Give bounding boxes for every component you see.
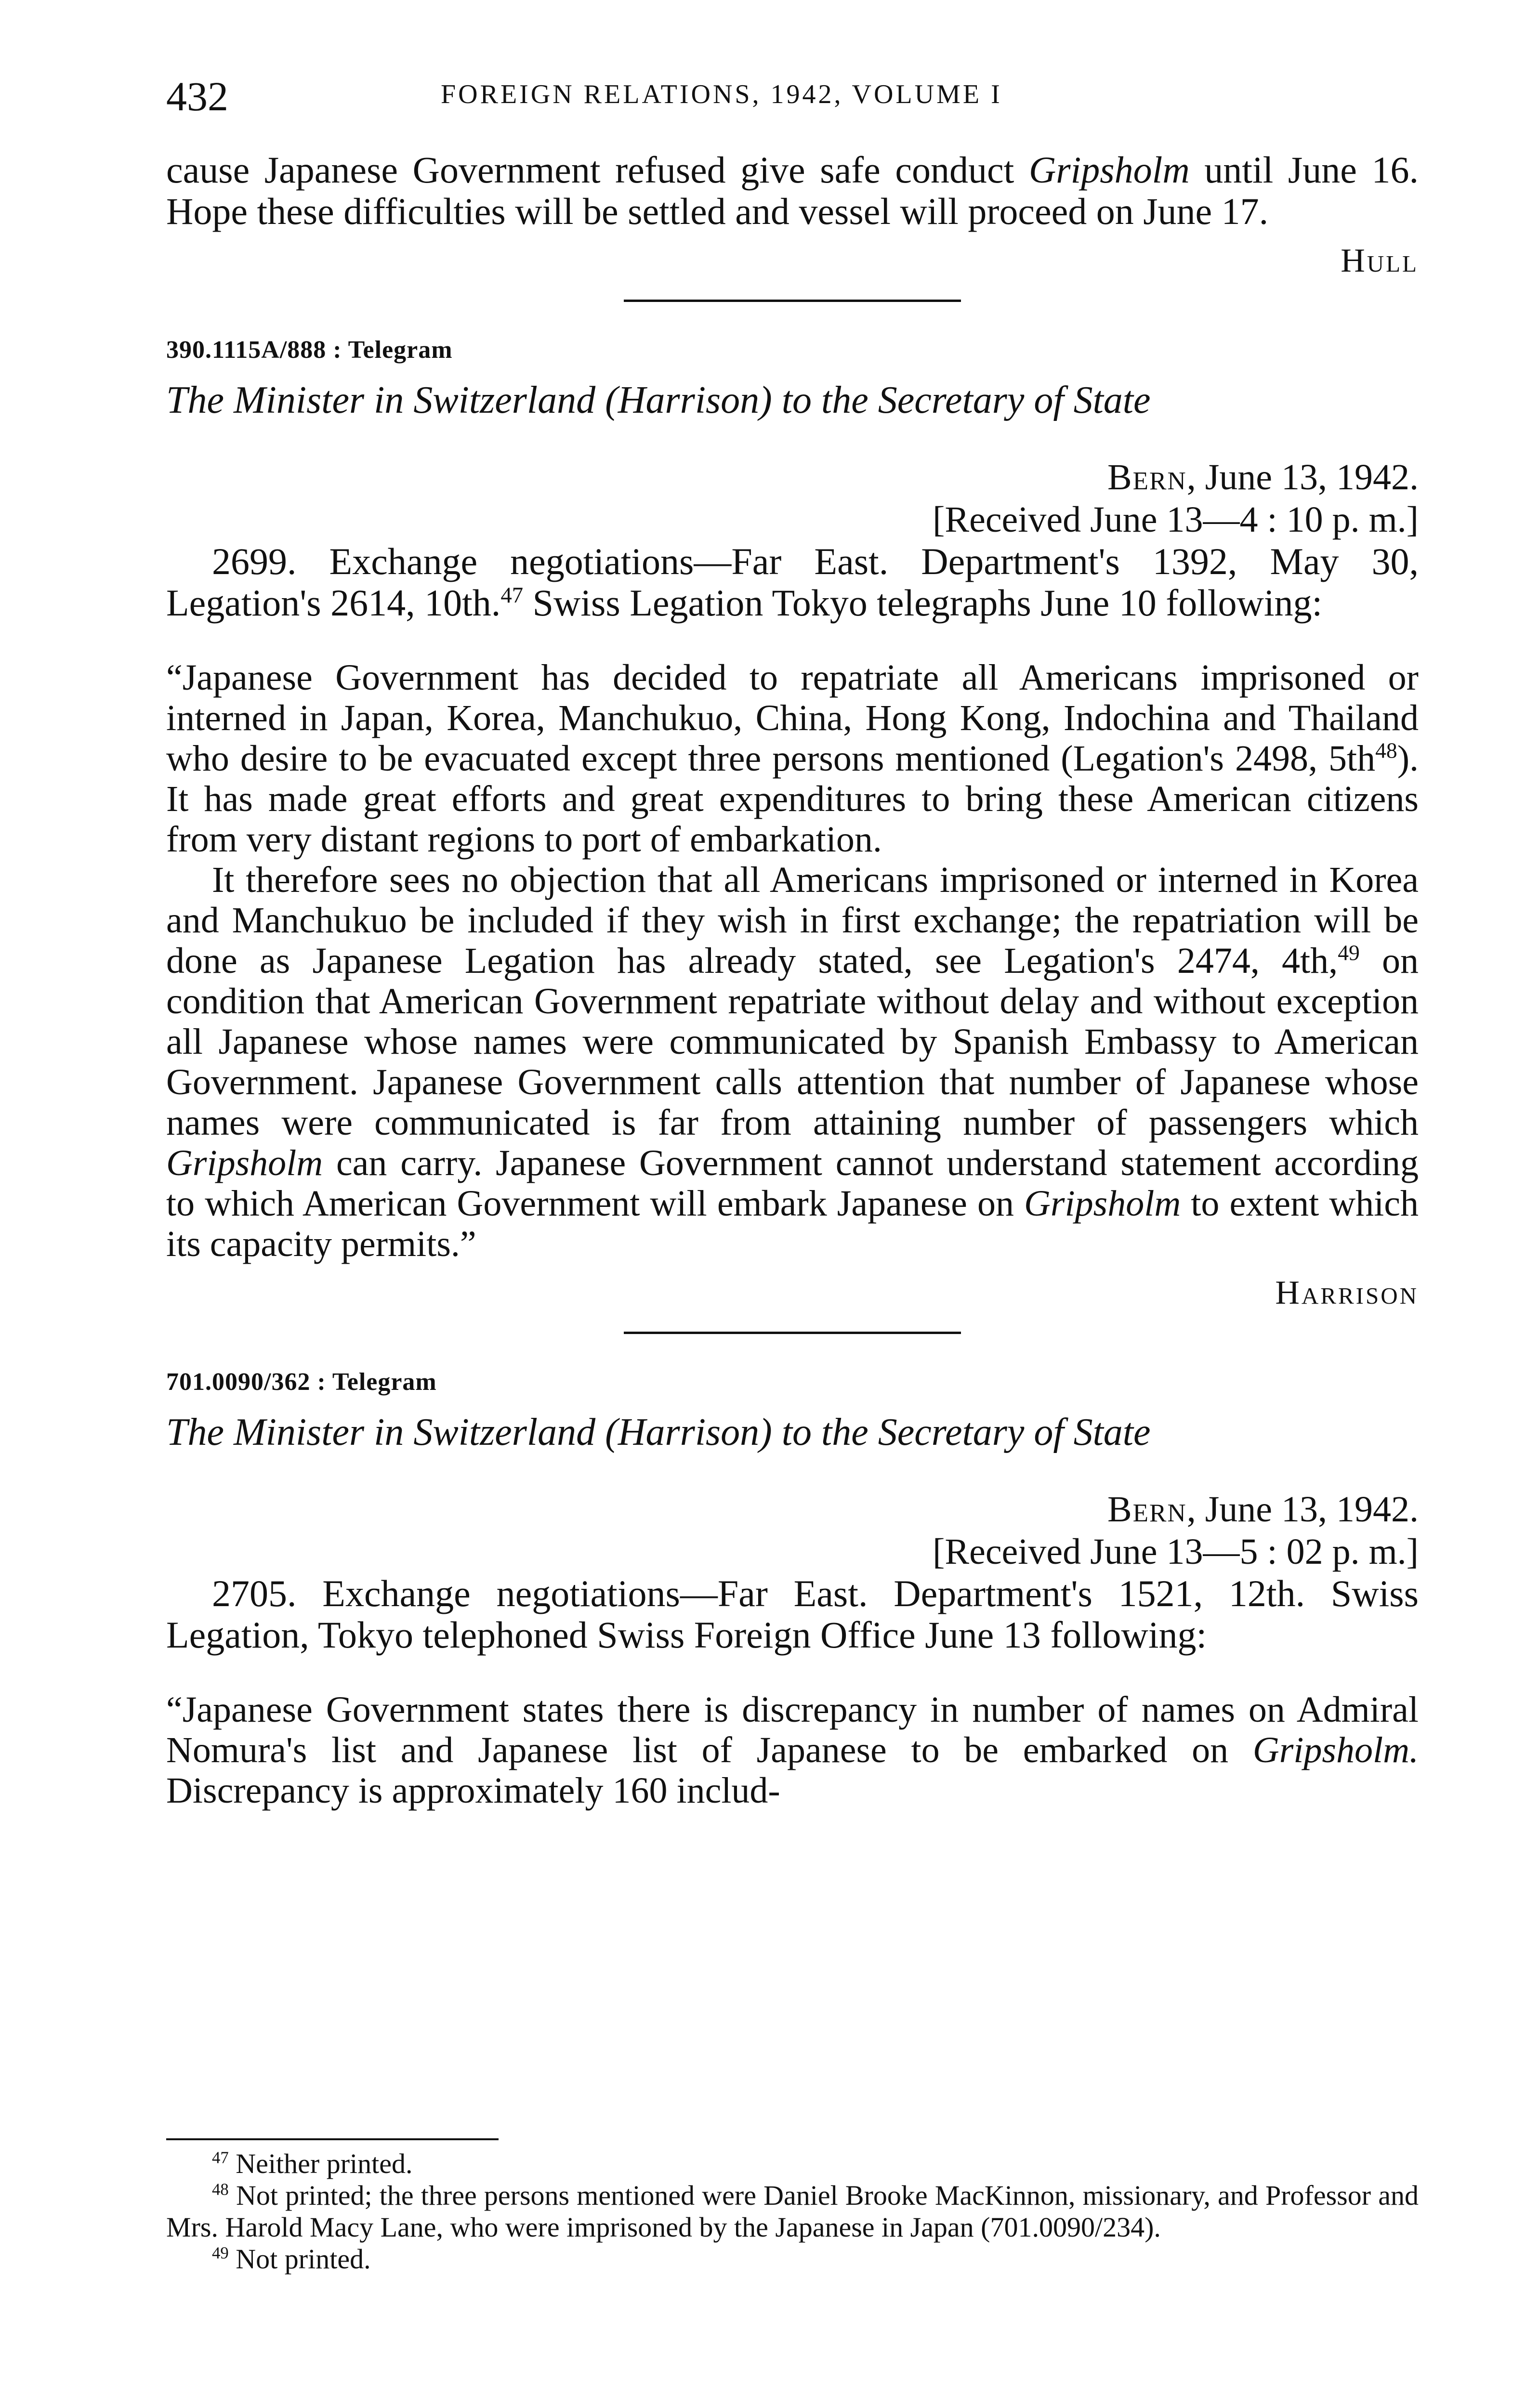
heading-text: to the Secretary of State [772,379,1151,421]
quoted-paragraph [166,860,1419,1264]
running-title: FOREIGN RELATIONS, 1942, VOLUME I [441,79,1002,109]
quoted-paragraph [166,1689,1419,1811]
received-note: [Received June 13—4 : 10 p. m.] [933,499,1419,540]
continuation-text: until June 16. Hope these difficulties will be settled and vessel will proceed on June 17. [166,149,1419,232]
footnote-ref: 48 [1375,738,1397,763]
footnotes [166,2148,1419,2275]
dateline [166,456,1419,541]
file-number: 390.1115A/888 : Telegram [166,336,453,364]
quote-text: ). It has made great efforts and great expenditures to bring these American citizens from very distant regions to port of embarkation. [166,738,1419,860]
file-number: 701.0090/362 : Telegram [166,1368,437,1396]
intro-text: Swiss Legation Tokyo telegraphs June 10 following: [523,582,1323,624]
quote-text: It therefore sees no objection that all Americans imprisoned or interned in Korea and Manchukuo be included if they wish in first exchange; the repatriation will be done as Japanese Legation has already stated, see Legation's 2474, 4th, [166,860,1419,981]
footnote-text: Not printed. [228,2243,371,2275]
heading-name: (Harrison) [605,1411,772,1453]
footnote-number: 49 [212,2243,229,2263]
heading-text: The Minister in Switzerland [166,1411,605,1453]
quoted-paragraph [166,657,1419,860]
footnote-ref: 49 [1338,940,1360,965]
ship-name: Gripsholm. [1252,1730,1419,1770]
quote-text: to extent which its capacity permits.” [166,1183,1419,1264]
page-body [166,149,1419,1811]
heading-name: (Harrison) [605,379,772,421]
dateline [166,1488,1419,1573]
footnote-rule [166,2138,499,2140]
document-heading [166,379,1419,422]
quote-text: on condition that American Government repatriate without delay and without exception all Japanese whose names were communicated by Spanish Embassy to American Government. Japanese Government calls attention that number of Japanese whose names were communicated is far from attaining number of passengers which [166,941,1419,1143]
place-name: Bern [1107,457,1187,497]
telegram-intro [166,541,1419,624]
continuation-text: cause Japanese Government refused give safe conduct [166,149,1029,191]
received-note: [Received June 13—5 : 02 p. m.] [933,1531,1419,1572]
page-number: 432 [166,73,228,119]
continuation-paragraph [166,149,1419,232]
footnote-text: Neither printed. [228,2148,413,2179]
section-divider [624,1332,961,1334]
footnote-text: Not printed; the three persons mentioned were Daniel Brooke MacKinnon, missionary, and Professor and Mrs. Harold Macy Lane, who were imprisoned by the Japanese in Japan (701.0090/234). [166,2180,1419,2243]
document-heading [166,1411,1419,1454]
place-name: Bern [1107,1489,1187,1530]
date-place [166,456,1419,498]
date-place [166,1488,1419,1531]
ship-name: Gripsholm [166,1143,323,1183]
quote-text: Discrepancy is approximately 160 includ- [166,1770,780,1811]
date-text: , June 13, 1942. [1186,1489,1419,1530]
ship-name: Gripsholm [1028,149,1190,191]
footnote-48 [166,2180,1419,2243]
footnote-47 [166,2148,1419,2180]
signature-harrison: Harrison [1275,1274,1419,1311]
telegram-intro: 2705. Exchange negotiations—Far East. Department's 1521, 12th. Swiss Legation, Tokyo telephoned Swiss Foreign Office June 13 following: [166,1572,1419,1656]
quote-text: can carry. Japanese Government cannot understand statement according to which American Government will embark Japanese on [166,1143,1419,1224]
ship-name: Gripsholm [1024,1183,1181,1224]
heading-text: The Minister in Switzerland [166,379,605,421]
signature-hull: Hull [1341,242,1419,279]
heading-text: to the Secretary of State [772,1411,1151,1453]
running-header [166,72,1433,120]
footnote-49 [166,2243,1419,2275]
quote-text: “Japanese Government has decided to repatriate all Americans imprisoned or interned in Japan, Korea, Manchukuo, China, Hong Kong, Indochina and Thailand who desire to be evacuated except three persons mentioned (Legation's 2498, 5th [166,657,1419,779]
quote-text: “Japanese Government states there is discrepancy in number of names on Admiral Nomura's list and Japanese list of Japanese to be embarked on [166,1689,1419,1770]
intro-text: 2699. Exchange negotiations—Far East. Department's 1392, May 30, Legation's 2614, 10th. [166,540,1419,624]
footnote-number: 48 [212,2180,229,2199]
footnote-ref: 47 [500,583,524,608]
date-text: , June 13, 1942. [1186,457,1419,497]
section-divider [624,300,961,302]
footnote-number: 47 [212,2148,229,2167]
